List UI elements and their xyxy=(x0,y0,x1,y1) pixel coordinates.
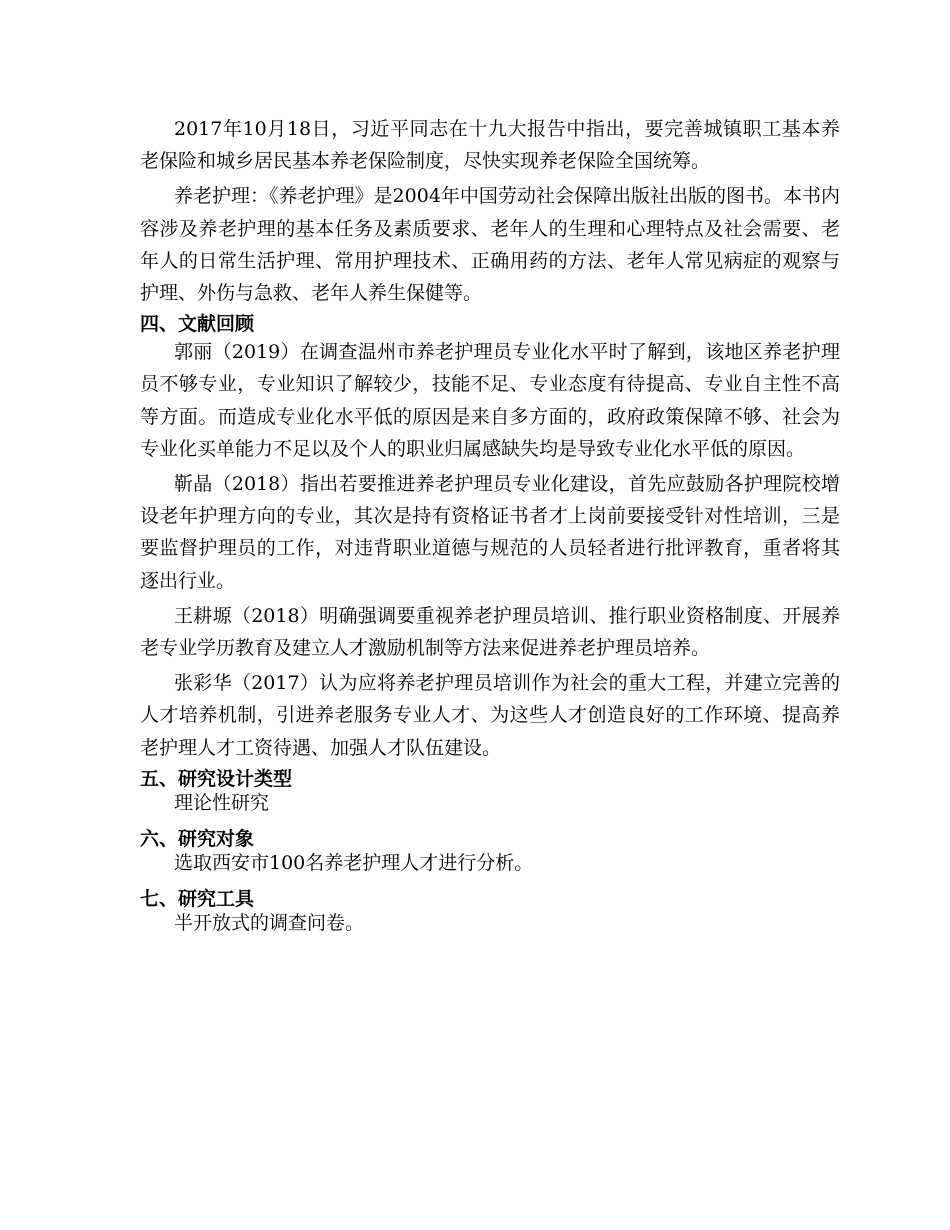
section-heading-research-tools: 七、研究工具 xyxy=(140,887,255,910)
intro-paragraph-2: 养老护理：《养老护理》是2004年中国劳动社会保障出版社出版的图书。本书内容涉及养老护理的基本任务及素质要求、老年人的生理和心理特点及社会需要、老年人的日常生活护理、常用护理技术、正确用药的方法、老年人常见病症的观察与护理、外伤与急救、老年人养生保健等。 xyxy=(140,185,840,305)
research-subject-text: 选取西安市100名养老护理人才进行分析。 xyxy=(174,851,534,874)
literature-paragraph-2: 靳晶（2018）指出若要推进养老护理员专业化建设，首先应鼓励各护理院校增设老年护理方向的专业，其次是持有资格证书者才上岗前要接受针对性培训，三是要监督护理员的工作，对违背职业道德与规范的人员轻者进行批评教育，重者将其逐出行业。 xyxy=(140,473,840,592)
literature-paragraph-4: 张彩华（2017）认为应将养老护理员培训作为社会的重大工程，并建立完善的人才培养机制，引进养老服务专业人才、为这些人才创造良好的工作环境、提高养老护理人才工资待遇、加强人才队伍建设。 xyxy=(140,672,840,759)
intro-paragraph-1: 2017年10月18日，习近平同志在十九大报告中指出，要完善城镇职工基本养老保险和城乡居民基本养老保险制度，尽快实现养老保险全国统筹。 xyxy=(140,118,840,173)
literature-paragraph-3: 王耕塬（2018）明确强调要重视养老护理员培训、推行职业资格制度、开展养老专业学历教育及建立人才激励机制等方法来促进养老护理员培养。 xyxy=(140,604,840,660)
research-tools-text: 半开放式的调查问卷。 xyxy=(174,911,365,934)
research-design-text: 理论性研究 xyxy=(174,791,270,814)
document-page xyxy=(140,113,840,947)
section-heading-research-design: 五、研究设计类型 xyxy=(140,767,293,790)
section-heading-literature-review: 四、文献回顾 xyxy=(140,313,255,336)
literature-paragraph-1: 郭丽（2019）在调查温州市养老护理员专业化水平时了解到，该地区养老护理员不够专业，专业知识了解较少，技能不足、专业态度有待提高、专业自主性不高等方面。而造成专业化水平低的原因是来自多方面的，政府政策保障不够、社会为专业化买单能力不足以及个人的职业归属感缺失均是导致专业化水平低的原因。 xyxy=(140,341,840,460)
section-heading-research-subject: 六、研究对象 xyxy=(140,827,255,850)
